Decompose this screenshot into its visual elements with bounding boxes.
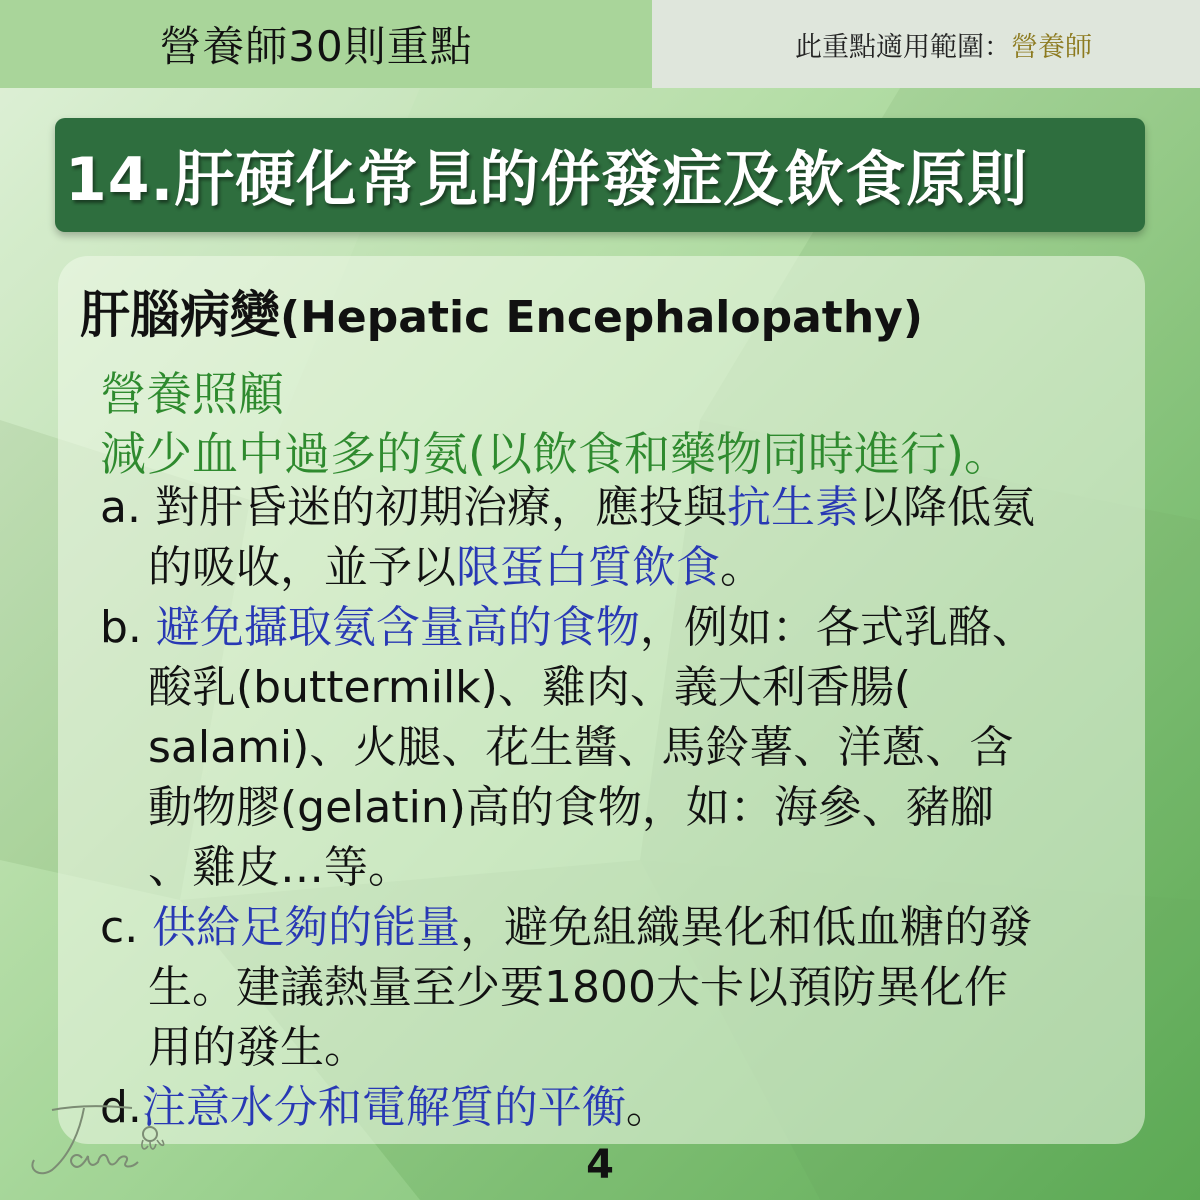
section-heading-en: (Hepatic Encephalopathy) xyxy=(280,292,923,343)
page-title: 14.肝硬化常見的併發症及飲食原則 xyxy=(65,145,1029,215)
list-item-a-line-2 xyxy=(100,538,1120,598)
item-text: 以降低氨 xyxy=(858,482,1035,533)
item-text: 的吸收，並予以 xyxy=(148,542,456,593)
list-item-d xyxy=(100,1078,1120,1138)
list-item-b-line-5: 、雞皮…等。 xyxy=(148,842,412,893)
list-item-b-line-2: 酸乳(buttermilk)、雞肉、義大利香腸( xyxy=(148,662,911,713)
highlight-text: 供給足夠的能量 xyxy=(138,902,461,953)
list-item-c-line-3: 用的發生。 xyxy=(148,1022,368,1073)
section-heading-zh: 肝腦病變 xyxy=(80,286,280,344)
item-text: ，避免組織異化和低血糖的發 xyxy=(460,902,1033,953)
list-item-b-line-3: salami)、火腿、花生醬、馬鈴薯、洋蔥、含 xyxy=(148,722,1014,773)
list-item-c-line-2: 生。建議熱量至少要1800大卡以預防異化作 xyxy=(148,962,1008,1013)
page-number: 4 xyxy=(586,1142,614,1188)
highlight-text: 限蛋白質飲食 xyxy=(456,542,720,593)
list-item-a xyxy=(100,478,1120,598)
list-item-a-line-1 xyxy=(100,478,1120,538)
list-item-c-line-1 xyxy=(100,898,1120,958)
item-text: 對肝昏迷的初期治療，應投與 xyxy=(140,482,727,533)
highlight-text: 抗生素 xyxy=(726,482,859,533)
item-text: 。 xyxy=(625,1082,670,1133)
list-marker: b. xyxy=(100,602,142,653)
scope-bar xyxy=(652,0,1200,88)
list-marker: d. xyxy=(100,1082,142,1133)
series-title: 營養師30則重點 xyxy=(159,22,473,71)
highlight-text: 注意水分和電解質的平衡 xyxy=(141,1082,626,1133)
signature-logo xyxy=(22,1100,172,1180)
title-banner xyxy=(55,118,1145,232)
list-marker: c. xyxy=(100,902,139,953)
series-title-bar xyxy=(0,0,652,88)
list-item-c xyxy=(100,898,1120,1078)
goal-text: 減少血中過多的氨(以飲食和藥物同時進行)。 xyxy=(100,427,1010,481)
list-item-b xyxy=(100,598,1120,898)
highlight-text: 避免攝取氨含量高的食物 xyxy=(141,602,640,653)
item-text: 。 xyxy=(720,542,764,593)
section-heading xyxy=(80,275,923,347)
subheading: 營養照顧 xyxy=(100,367,284,421)
list-item-b-line-4: 動物膠(gelatin)高的食物，如：海參、豬腳 xyxy=(148,782,994,833)
item-text: ，例如：各式乳酪、 xyxy=(639,602,1036,653)
list-item-d-line-1 xyxy=(100,1078,1120,1138)
list-marker: a. xyxy=(100,482,141,533)
list-item-b-line-1 xyxy=(100,598,1120,658)
scope-label: 此重點適用範圍： xyxy=(795,31,1011,63)
scope-value: 營養師 xyxy=(1011,31,1092,63)
